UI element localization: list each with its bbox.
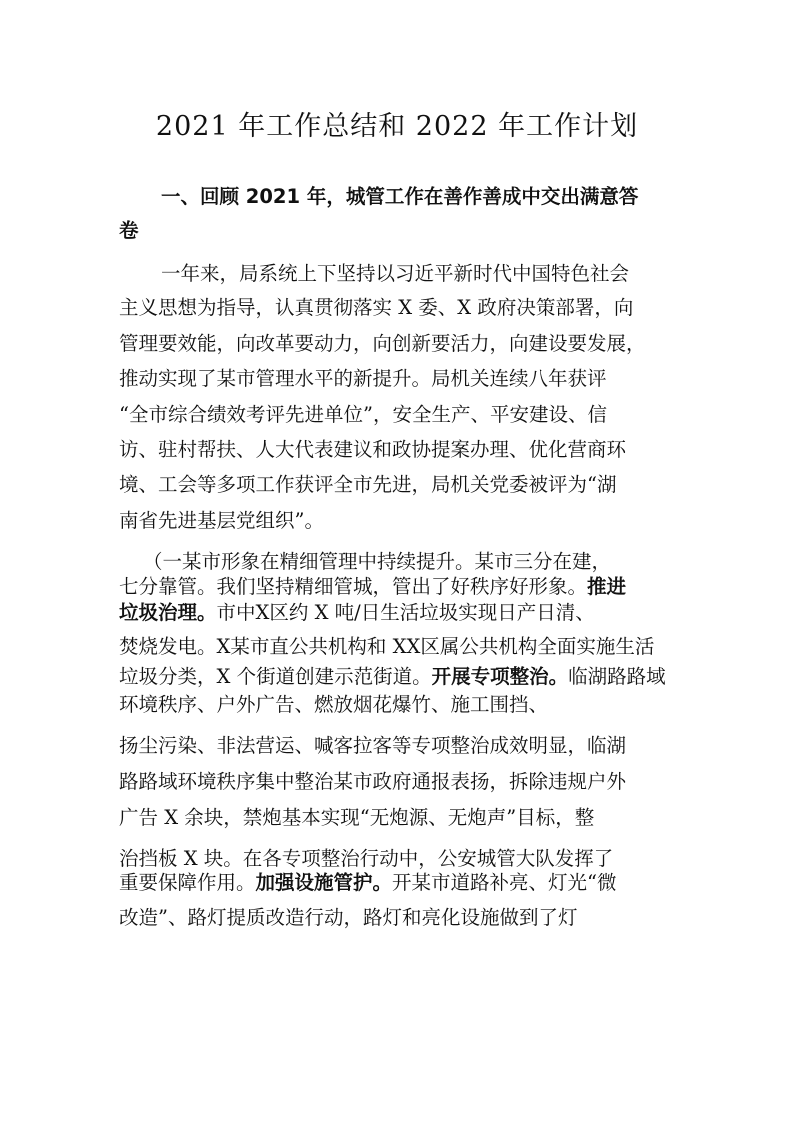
keyword-phrase: 垃圾治理。 (119, 601, 217, 624)
keyword-phrase: 加强设施管护。 (255, 871, 393, 894)
paragraph-2-text: 开某市道路补亮、灯光“微 (392, 871, 617, 894)
paragraph-2-line (119, 597, 595, 625)
paragraph-2-line: 扬尘污染、非法营运、喊客拉客等专项整治成效明显，临湖 (119, 734, 627, 757)
paragraph-2-line (119, 571, 626, 599)
paragraph-2-text: 垃圾分类，X 个街道创建示范街道。 (119, 665, 432, 688)
paragraph-1-line: 境、工会等多项工作获评全市先进，局机关党委被评为“湖 (119, 473, 617, 496)
paragraph-1-line: 推动实现了某市管理水平的新提升。局机关连续八年获评 (119, 367, 607, 390)
paragraph-2-line: 改造”、路灯提质改造行动，路灯和亮化设施做到了灯 (119, 906, 578, 929)
paragraph-1-line: 主义思想为指导，认真贯彻落实 X 委、X 政府决策部署，向 (119, 296, 634, 319)
paragraph-1-line: 一年来，局系统上下坚持以习近平新时代中国特色社会 (161, 262, 630, 285)
paragraph-2-text: 临湖路路域 (568, 665, 666, 688)
paragraph-2-line: （一某市形象在精细管理中持续提升。某市三分在建， (143, 550, 612, 573)
paragraph-1-line: 访、驻村帮扶、人大代表建议和政协提案办理、优化营商环 (119, 438, 627, 461)
paragraph-2-line: 焚烧发电。X某市直公共机构和 XX区属公共机构全面实施生活 (119, 635, 655, 658)
paragraph-2-line: 路路域环境秩序集中整治某市政府通报表扬，拆除违规户外 (119, 770, 627, 793)
paragraph-1-line: 南省先进基层党组织”。 (119, 509, 324, 532)
paragraph-1-line: 管理要效能，向改革要动力，向创新要活力，向建设要发展， (119, 332, 646, 355)
section-heading-line-1: 一、回顾 2021 年，城管工作在善作善成中交出满意答 (161, 185, 639, 208)
paragraph-2-line: 广告 X 余块，禁炮基本实现“无炮源、无炮声”目标，整 (119, 806, 595, 829)
paragraph-2-line: 环境秩序、户外广告、燃放烟花爆竹、施工围挡、 (119, 693, 549, 716)
keyword-phrase: 开展专项整治。 (431, 665, 569, 688)
section-heading-line-2: 卷 (119, 219, 139, 242)
paragraph-2-text: 市中X区约 X 吨/日生活垃圾实现日产日清、 (216, 601, 595, 624)
paragraph-2-line (119, 661, 666, 689)
paragraph-2-text: 七分靠管。我们坚持精细管城，管出了好秩序好形象。 (119, 575, 588, 598)
document-title: 2021 年工作总结和 2022 年工作计划 (155, 111, 639, 142)
paragraph-2-line: 治挡板 X 块。在各专项整治行动中，公安城管大队发挥了 (119, 847, 614, 870)
keyword-phrase: 推进 (587, 575, 627, 598)
paragraph-2-line (119, 867, 617, 895)
paragraph-2-text: 重要保障作用。 (119, 871, 256, 894)
paragraph-1-line: “全市综合绩效考评先进单位”，安全生产、平安建设、信 (119, 403, 607, 426)
